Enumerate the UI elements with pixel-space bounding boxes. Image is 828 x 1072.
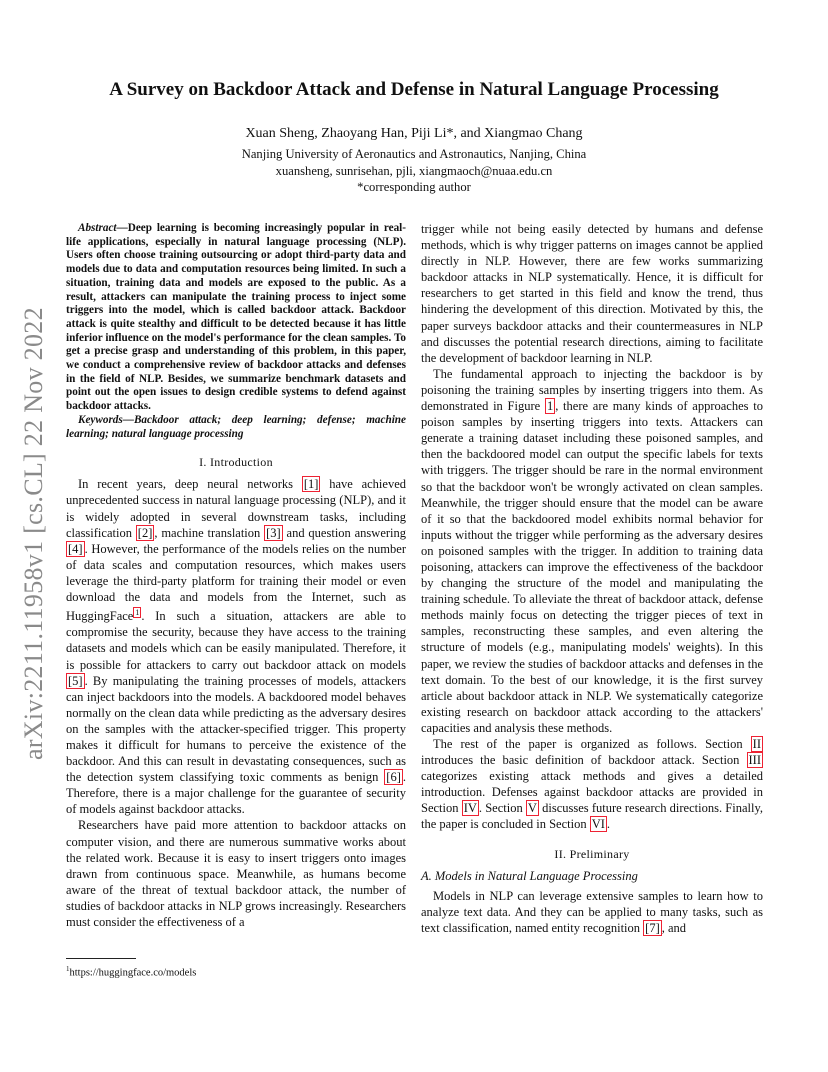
citation-link[interactable]: [4] — [68, 541, 83, 556]
author-list: Xuan Sheng, Zhaoyang Han, Piji Li*, and Xiangmao Chang — [245, 126, 583, 141]
text-run: discusses future research directions. Finally, the paper is concluded in Section — [421, 801, 764, 832]
abstract — [66, 222, 406, 414]
text-run: . Therefore, there is a major challenge for the guarantee of security of models against backdoor attacks. — [66, 770, 406, 817]
text-run: . — [606, 817, 611, 832]
text-run: In recent years, deep neural networks — [78, 477, 302, 492]
abstract-label: Abstract — [78, 222, 117, 234]
footnote-rule — [66, 958, 136, 959]
right-paragraph-4 — [421, 888, 763, 936]
arxiv-stamp: arXiv:2211.11958v1 [cs.CL] 22 Nov 2022 — [19, 307, 48, 760]
citation-link[interactable]: [5] — [68, 673, 83, 688]
text-run: , there are many kinds of approaches to poison samples by inserting triggers into texts. Attackers can generate a training dataset including these poisoned samples, and then the backdoored model can output the specific labels for texts with triggers. The trigger should be rare in the normal environment so that the backdoor won't be wrongly activated on clean samples. Meanwhile, the trigger should ensure that the model can be aware of it so that the backdoored model exhibits normal behavior for inputs without the trigger while performing as the adversary desires on poisoned samples with the trigger. In addition to training data poisoning, attackers can improve the effectiveness of the backdoor by changing the structure of the model and manipulating the training schedule. To alleviate the threat of backdoor attack, defense methods mainly focus on detecting the trigger pieces of text in samples, reconstructing these samples, and even altering the structure of models (e.g., manipulating models' weights). In this paper, we review the studies of backdoor attacks and defenses in the text domain. To the best of our knowledge, it is the first survey article about backdoor attack in NLP. We systematically categorize existing research on backdoor attack according to the attackers' capacities and analysis these methods. — [421, 399, 763, 735]
paper-title: A Survey on Backdoor Attack and Defense in Natural Language Processing — [109, 79, 719, 100]
right-column — [421, 221, 763, 936]
text-run: . However, the performance of the models relies on the number of data scales and computation resources, which makes users leverage the third-party platform for training their model or even download the data and models from the Internet, such as HuggingFace — [66, 541, 406, 624]
section-link[interactable]: II — [752, 737, 761, 751]
subsection-heading: A. Models in Natural Language Processing — [421, 868, 638, 883]
corresponding-note: *corresponding author — [357, 180, 471, 194]
keywords: Keywords—Backdoor attack; deep learning; defense; machine learning; natural language processing — [66, 413, 406, 440]
right-paragraph-2 — [421, 366, 763, 736]
section-link[interactable]: VI — [591, 817, 605, 832]
text-run: , and — [661, 920, 687, 935]
section-link[interactable]: III — [748, 753, 761, 768]
text-run: The fundamental approach to injecting the backdoor is by poisoning the training samples by inserting triggers into them. As demonstrated in Figure — [421, 366, 763, 414]
right-paragraph-3 — [421, 736, 763, 833]
footnote: $^1$https://huggingface.co/models — [66, 965, 197, 979]
text-run: . Section — [478, 801, 526, 816]
text-run: , machine translation — [154, 525, 265, 540]
figure-link[interactable]: 1 — [546, 399, 554, 414]
section-heading-preliminary: II. Preliminary — [554, 846, 630, 861]
citation-link[interactable]: [3] — [266, 525, 281, 540]
right-paragraph-1: trigger while not being easily detected by humans and defense methods, which is why trigger patterns on images cannot be applied directly in NLP. However, there are few works summarizing backdoor attacks in NLP systematically. Hence, it is difficult for researchers to get started in this field and know the trend, thus hindering the development of this direction. Motivated by this, the paper surveys backdoor attacks and their countermeasures in NLP and discusses the potential research directions, aiming to facilitate the development of backdoor learning in NLP. — [421, 222, 763, 365]
text-run: Models in NLP can leverage extensive samples to learn how to analyze text data. And they can be applied to many tasks, such as text classification, named entity recognition — [421, 888, 763, 935]
abstract-text: —Deep learning is becoming increasingly popular in real-life applications, especially in natural language processing (NLP). Users often choose training outsourcing or adopt third-party data and models due to data and computation resources being limited. In such a situation, training data and models are exposed to the public. As a result, attackers can manipulate the training process to inject some triggers into the model, which is called backdoor attack. Backdoor attack is quite stealthy and difficult to be detected because it has little inferior influence on the model's performance for the clean samples. To get a precise grasp and understanding of this problem, in this paper, we conduct a comprehensive review of backdoor attacks and defenses in the field of NLP. Besides, we summarize benchmark datasets and point out the open issues to design credible systems to defend against backdoor attacks. — [66, 222, 406, 413]
section-link[interactable]: IV — [463, 801, 477, 816]
footnote-link[interactable]: 1 — [135, 608, 140, 618]
text-run: . By manipulating the training processes of models, attackers can inject backdoors into the models. A backdoored model behaves normally on the clean data while predicting as the adversary desires on the samples with the attacker-specified trigger. This property makes it difficult for humans to perceive the existence of the backdoor. And this can result in devastating consequences, such as the detection system classifying toxic comments as benign — [66, 673, 406, 785]
citation-link[interactable]: [6] — [386, 770, 401, 785]
section-link[interactable]: V — [527, 801, 537, 816]
text-run: categorizes existing attack methods and gives a detailed introduction. Defenses against backdoor attacks are provided in Section — [421, 769, 763, 816]
text-run: introduces the basic definition of backdoor attack. Section — [421, 753, 747, 768]
intro-paragraph-1 — [66, 476, 406, 817]
affiliation: Nanjing University of Aeronautics and Astronautics, Nanjing, China — [241, 147, 587, 161]
citation-link[interactable]: [7] — [645, 920, 660, 935]
citation-link[interactable]: [2] — [137, 525, 153, 540]
emails: xuansheng, sunrisehan, pjli, xiangmaoch@nuaa.edu.cn — [275, 163, 553, 178]
text-run: The rest of the paper is organized as follows. Section — [433, 737, 751, 751]
section-heading-introduction: I. Introduction — [199, 455, 273, 470]
text-run: . In such a situation, attackers are able to compromise the security, because they have access to the training datasets and models which can be easily manipulated. Therefore, it is possible for attackers to carry out backdoor attack on models — [66, 609, 406, 672]
left-column — [66, 222, 406, 930]
text-run: have achieved unprecedented success in natural language processing (NLP), and it is widely adopted in several downstream tasks, including classification — [66, 477, 406, 540]
intro-paragraph-2: Researchers have paid more attention to backdoor attacks on computer vision, and there are numerous summative works about the related work. Because it is easy to insert triggers onto images drawn from continuous space. Meanwhile, as humans become aware of the threat of textual backdoor attack, the number of studies of backdoor attacks in NLP grows increasingly. Researchers must consider the effectiveness of a — [66, 818, 406, 930]
footnote-url[interactable]: https://huggingface.co/models — [69, 967, 197, 979]
citation-link[interactable]: [1] — [303, 477, 319, 492]
affiliation-block — [0, 146, 828, 196]
text-run: and question answering — [282, 525, 407, 540]
